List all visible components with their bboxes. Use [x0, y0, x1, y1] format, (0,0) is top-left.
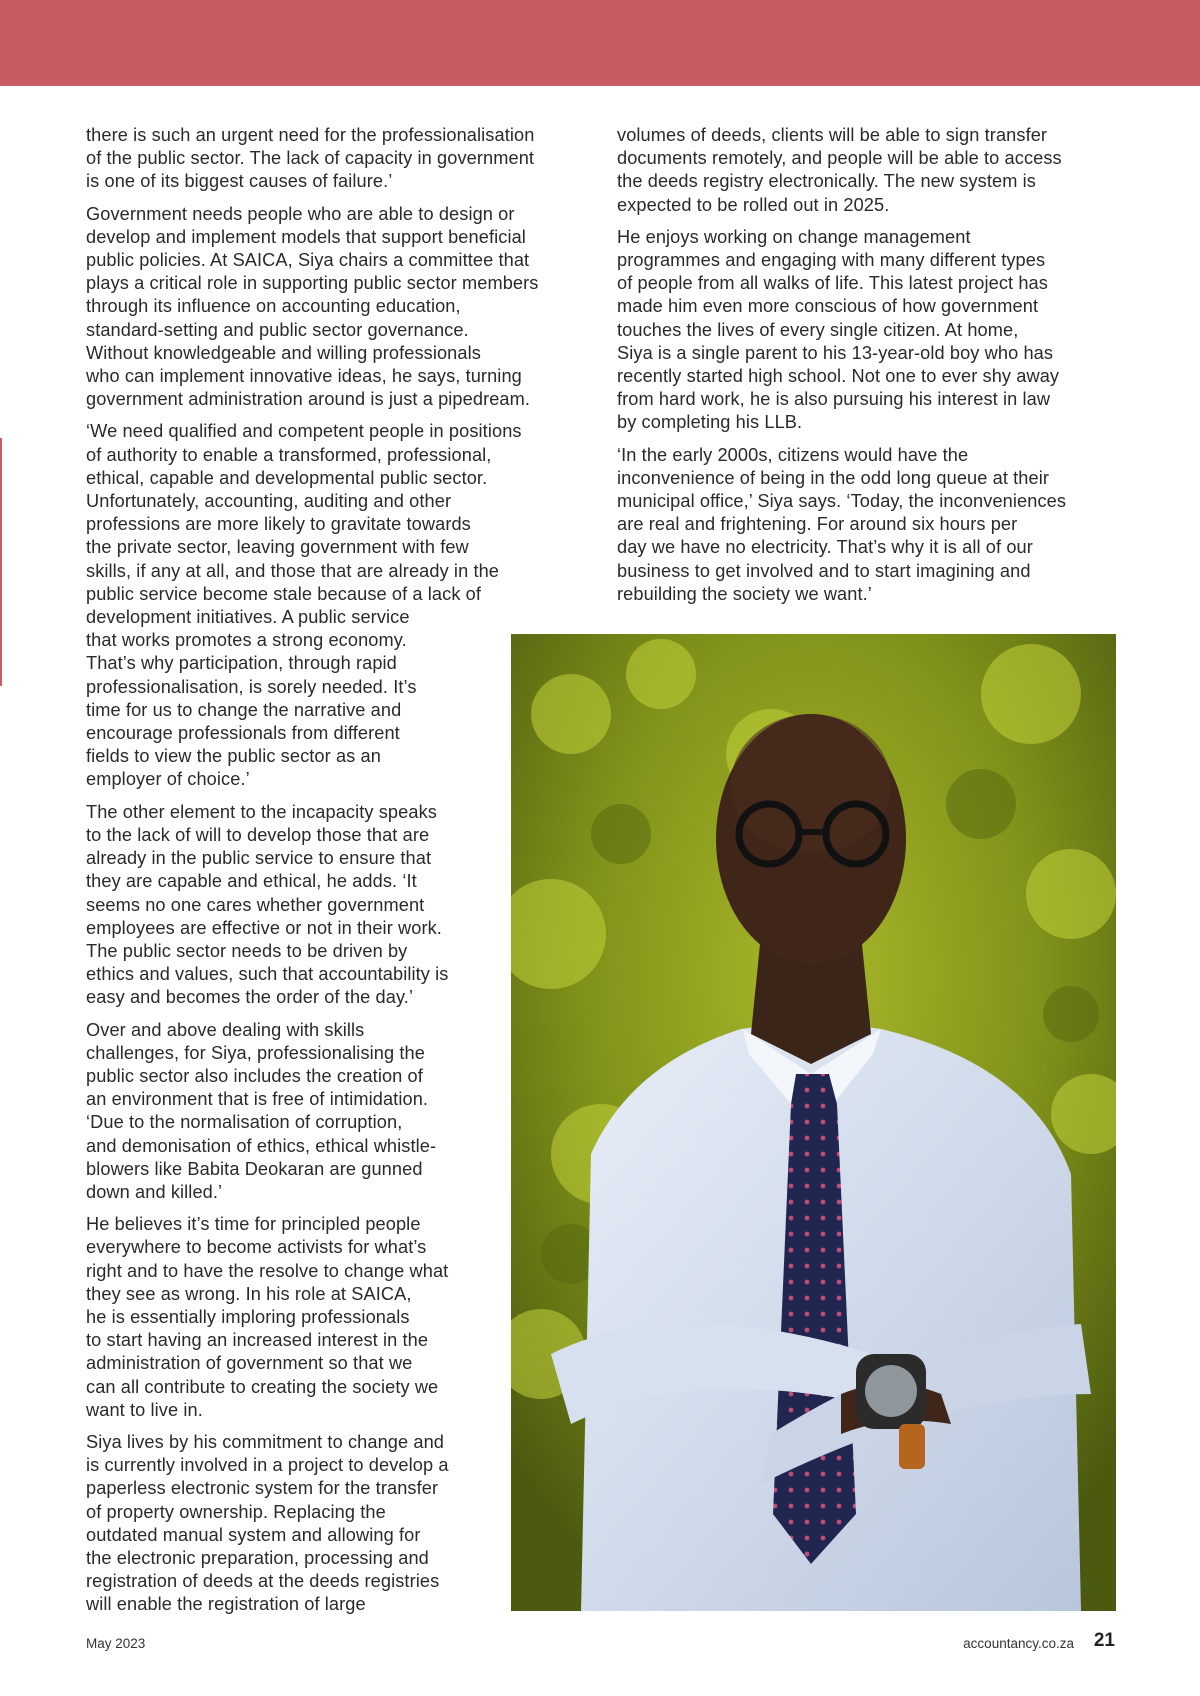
paragraph: ‘We need qualified and competent people in positions of authority to enable a transformed, professional, ethical, capable and developmental public sector. Unfortunately, accounting, auditing and other professions are more likely to gravitate towards the private sector, leaving government with few skills, if any at all, and those that are already in the public service become stale because of a lack of development initiatives. A public service that works promotes a strong economy. That’s why participation, through rapid professionalisation, is sorely needed. It’s time for us to change the narrative and encourage professionals from different fields to view the public sector as an employer of choice.’ [86, 421, 522, 790]
paragraph: Over and above dealing with skills challenges, for Siya, professionalising the public sector also includes the creation of an environment that is free of intimidation. ‘Due to the normalisation of corruption, and demonisation of ethics, ethical whistle- blowers like Babita Deokaran are gunned down and killed.’ [86, 1019, 437, 1202]
portrait-photo [511, 634, 1116, 1611]
margin-accent-rule [0, 438, 2, 686]
paragraph: He enjoys working on change management programmes and engaging with many different types of people from all walks of life. This latest project has made him even more conscious of how government touches the lives of every single citizen. At home, Siya is a single parent to his 13-year-old boy who has recently started high school. Not one to ever shy away from hard work, he is also pursuing his interest in law by completing his LLB. [617, 226, 1060, 433]
paragraph: ‘In the early 2000s, citizens would have the inconvenience of being in the odd long queue at their municipal office,’ Siya says. ‘Today, the inconveniences are real and frightening. For around six hours per day we have no electricity. That’s why it is all of our business to get involved and to start imagining and rebuilding the society we want.’ [617, 444, 1067, 604]
paragraph: He believes it’s time for principled people everywhere to become activists for what’s right and to have the resolve to change what they see as wrong. In his role at SAICA, he is essentially imploring professionals to start having an increased interest in the administration of government so that we can all contribute to creating the society we want to live in. [86, 1214, 449, 1420]
paragraph: Government needs people who are able to design or develop and implement models that support beneficial public policies. At SAICA, Siya chairs a committee that plays a critical role in supporting public sector members through its influence on accounting education, standard-setting and public sector governance. Without knowledgeable and willing professionals who can implement innovative ideas, he says, turning government administration around is just a pipedream. [86, 203, 539, 410]
paragraph: volumes of deeds, clients will be able to sign transfer documents remotely, and people will be able to access the deeds registry electronically. The new system is expected to be rolled out in 2025. [617, 125, 1062, 215]
article-column-right [617, 124, 1127, 615]
issue-date: May 2023 [86, 1636, 146, 1651]
paragraph: Siya lives by his commitment to change and is currently involved in a project to develop a paperless electronic system for the transfer of property ownership. Replacing the outdated manual system and allowing for the electronic preparation, processing and registration of deeds at the deeds registries will enable the registration of large [86, 1431, 449, 1615]
website-link[interactable]: accountancy.co.za [963, 1636, 1074, 1651]
paragraph: there is such an urgent need for the professionalisation of the public sector. The lack of capacity in government is one of its biggest causes of failure.’ [86, 125, 535, 192]
paragraph: The other element to the incapacity speaks to the lack of will to develop those that are already in the public service to ensure that they are capable and ethical, he adds. ‘It seems no one cares whether government employees are effective or not in their work. The public sector needs to be driven by ethics and values, such that accountability is easy and becomes the order of the day.’ [86, 801, 449, 1008]
header-color-band [0, 0, 1200, 86]
page-number: 21 [1093, 1630, 1115, 1651]
